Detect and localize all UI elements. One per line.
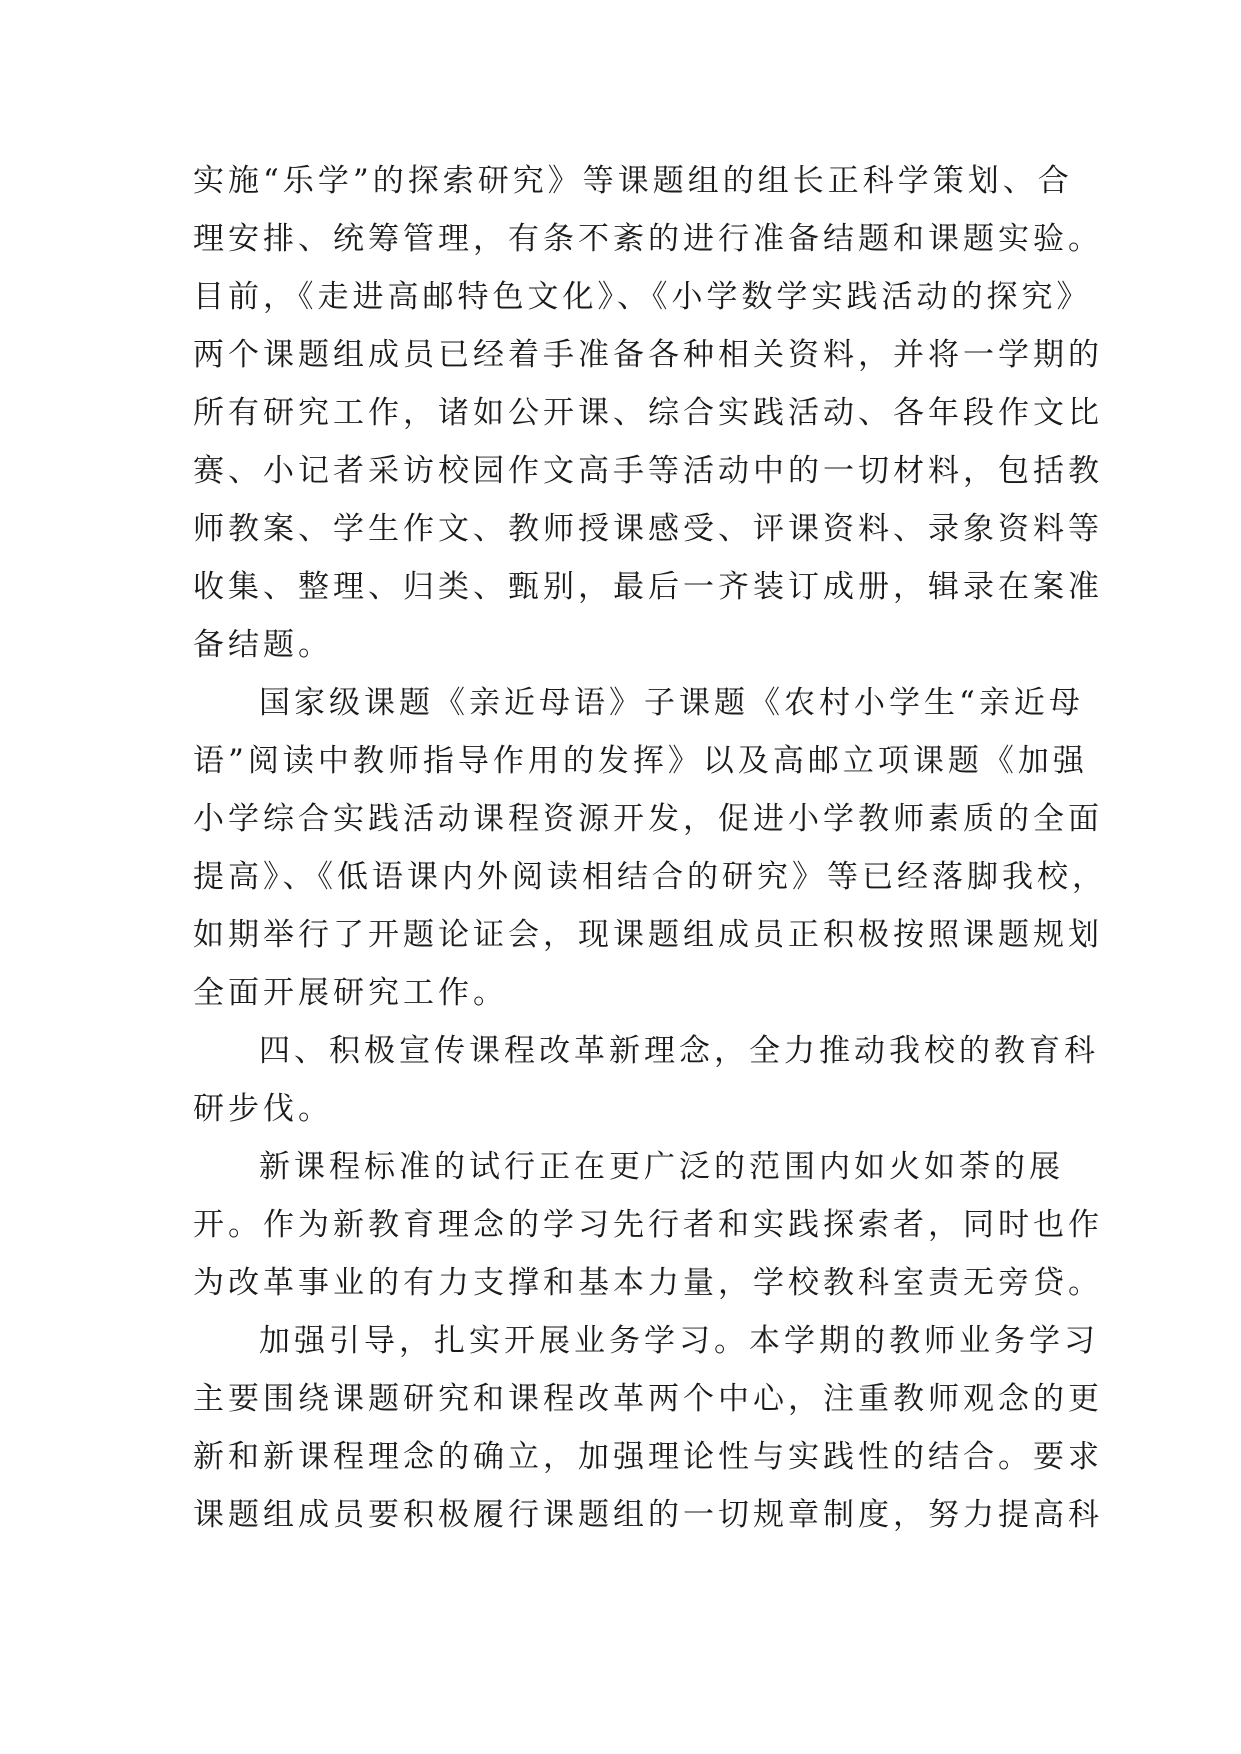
text-line: 师教案、学生作文、教师授课感受、评课资料、录象资料等: [193, 511, 1103, 547]
text-line: 实施“乐学”的探索研究》等课题组的组长正科学策划、合: [193, 163, 1073, 199]
text-line: 收集、整理、归类、甄别，最后一齐装订成册，辑录在案准: [193, 569, 1103, 605]
text-line: 四、积极宣传课程改革新理念，全力推动我校的教育科: [259, 1033, 1099, 1069]
text-line: 理安排、统筹管理，有条不紊的进行准备结题和课题实验。: [193, 221, 1103, 257]
text-line: 备结题。: [193, 627, 333, 663]
text-line: 研步伐。: [193, 1091, 333, 1127]
text-line: 全面开展研究工作。: [193, 975, 508, 1011]
text-line: 两个课题组成员已经着手准备各种相关资料，并将一学期的: [193, 337, 1103, 373]
document-body: [193, 152, 1107, 1544]
text-line: 提高》、《低语课内外阅读相结合的研究》等已经落脚我校，: [193, 859, 1107, 895]
text-line: 加强引导，扎实开展业务学习。本学期的教师业务学习: [259, 1323, 1099, 1359]
text-line: 国家级课题《亲近母语》子课题《农村小学生“亲近母: [259, 685, 1084, 721]
text-line: 小学综合实践活动课程资源开发，促进小学教师素质的全面: [193, 801, 1103, 837]
text-line: 主要围绕课题研究和课程改革两个中心，注重教师观念的更: [193, 1381, 1103, 1417]
text-line: 语”阅读中教师指导作用的发挥》以及高邮立项课题《加强: [193, 743, 1088, 779]
text-line: 课题组成员要积极履行课题组的一切规章制度，努力提高科: [193, 1497, 1103, 1533]
text-line: 所有研究工作，诸如公开课、综合实践活动、各年段作文比: [193, 395, 1103, 431]
text-line: 为改革事业的有力支撑和基本力量，学校教科室责无旁贷。: [193, 1265, 1103, 1301]
text-line: 开。作为新教育理念的学习先行者和实践探索者，同时也作: [193, 1207, 1103, 1243]
text-line: 新和新课程理念的确立，加强理论性与实践性的结合。要求: [193, 1439, 1103, 1475]
text-line: 新课程标准的试行正在更广泛的范围内如火如荼的展: [259, 1149, 1064, 1185]
text-line: 如期举行了开题论证会，现课题组成员正积极按照课题规划: [193, 917, 1103, 953]
text-line: 目前，《走进高邮特色文化》、《小学数学实践活动的探究》: [193, 279, 1092, 315]
text-line: 赛、小记者采访校园作文高手等活动中的一切材料，包括教: [193, 453, 1103, 489]
